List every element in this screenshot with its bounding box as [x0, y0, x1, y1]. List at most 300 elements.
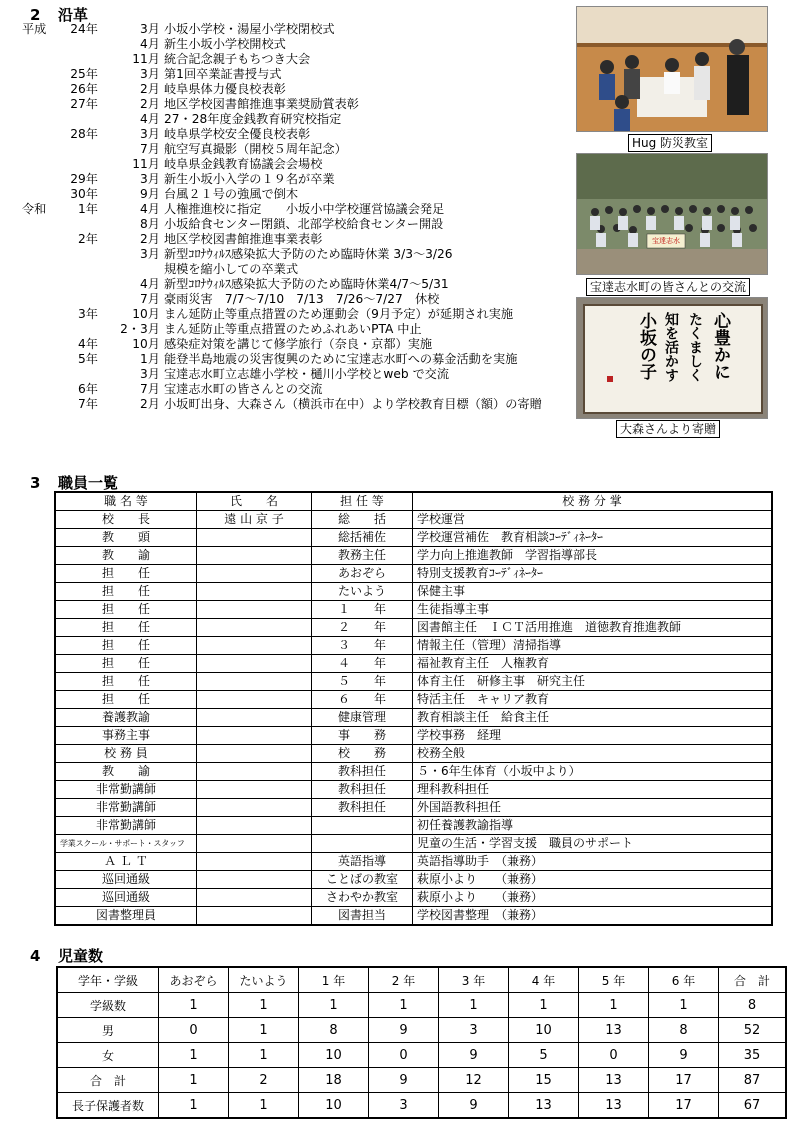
history-event: 航空写真撮影（開校５周年記念） [164, 142, 347, 156]
staff-position: 非常勤講師 [55, 799, 197, 817]
staff-duties: 学校事務 経理 [413, 727, 773, 745]
staff-assignment: ５ 年 [312, 673, 413, 691]
history-event: まん延防止等重点措置のため運動会（9月予定）が延期され実施 [164, 307, 514, 321]
staff-assignment: 校 務 [312, 745, 413, 763]
history-event: 能登半島地震の災害復興のために宝達志水町への募金活動を実施 [164, 352, 518, 366]
history-year: 5年 [78, 352, 98, 366]
photo-calligraphy-frame [576, 297, 768, 419]
history-month: 4月 [140, 112, 160, 126]
history-event: 小坂町出身、大森さん（横浜市在中）より学校教育目標（額）の寄贈 [164, 397, 542, 411]
students-cell: 3 [439, 1018, 509, 1043]
history-month: 7月 [140, 142, 160, 156]
table-row [57, 1068, 786, 1093]
students-col-header: 4 年 [509, 967, 579, 993]
history-month: 4月 [140, 277, 160, 291]
students-cell: 1 [159, 993, 229, 1018]
history-event: 宝達志水町立志雄小学校・樋川小学校とweb で交流 [164, 367, 450, 381]
students-row-label: 学級数 [57, 993, 159, 1018]
history-row [22, 187, 622, 202]
calligraphy-line-3: 知を活かす [663, 312, 679, 382]
students-cell: 10 [509, 1018, 579, 1043]
staff-col-name: 氏 名 [197, 492, 312, 511]
staff-position: 教 頭 [55, 529, 197, 547]
history-year: 4年 [78, 337, 98, 351]
history-year: 1年 [78, 202, 98, 216]
staff-duties: ５・6年生体育（小坂中より） [413, 763, 773, 781]
students-cell: 1 [369, 993, 439, 1018]
students-col-header: 2 年 [369, 967, 439, 993]
staff-duties: 学校運営補佐 教育相談ｺｰﾃﾞｨﾈｰﾀｰ [413, 529, 773, 547]
students-cell: 9 [369, 1068, 439, 1093]
students-row-label: 長子保護者数 [57, 1093, 159, 1119]
students-cell: 2 [229, 1068, 299, 1093]
staff-duties: 学校図書整理 （兼務） [413, 907, 773, 926]
table-row [57, 1093, 786, 1119]
history-year: 29年 [70, 172, 98, 186]
history-event: 感染症対策を講じて修学旅行（奈良・京都）実施 [164, 337, 433, 351]
staff-name [197, 745, 312, 763]
students-cell: 0 [579, 1043, 649, 1068]
staff-name [197, 817, 312, 835]
history-month: 2月 [140, 397, 160, 411]
students-cell: 12 [439, 1068, 509, 1093]
students-row-label: 合 計 [57, 1068, 159, 1093]
students-cell: 17 [649, 1093, 719, 1119]
history-row [22, 67, 622, 82]
photo-caption-donation: 大森さんより寄贈 [616, 420, 720, 438]
history-event: 地区学校図書館推進事業表彰 [164, 232, 323, 246]
staff-assignment: 教科担任 [312, 781, 413, 799]
staff-duties: 校務全般 [413, 745, 773, 763]
students-cell: 1 [229, 993, 299, 1018]
staff-position: 担 任 [55, 637, 197, 655]
history-event: 岐阜県金銭教育協議会会場校 [164, 157, 323, 171]
disaster-class-image [577, 7, 767, 131]
students-cell: 5 [509, 1043, 579, 1068]
staff-name: 遠 山 京 子 [197, 511, 312, 529]
staff-name [197, 727, 312, 745]
history-row [22, 52, 622, 67]
history-row [22, 127, 622, 142]
students-cell: 17 [649, 1068, 719, 1093]
table-row [55, 565, 772, 583]
table-row [55, 745, 772, 763]
staff-duties: 萩原小より （兼務） [413, 889, 773, 907]
table-row [55, 709, 772, 727]
staff-assignment: 事 務 [312, 727, 413, 745]
history-row [22, 397, 622, 412]
staff-duties: 特別支援教育ｺｰﾃﾞｨﾈｰﾀｰ [413, 565, 773, 583]
table-row [55, 547, 772, 565]
history-row [22, 352, 622, 367]
table-row [55, 583, 772, 601]
students-cell: 1 [159, 1043, 229, 1068]
history-row [22, 292, 622, 307]
table-row [55, 799, 772, 817]
staff-position: 非常勤講師 [55, 817, 197, 835]
students-cell: 10 [299, 1043, 369, 1068]
students-cell: 8 [719, 993, 787, 1018]
history-row [22, 142, 622, 157]
students-cell: 9 [439, 1043, 509, 1068]
staff-position: 担 任 [55, 601, 197, 619]
staff-position: 図書整理員 [55, 907, 197, 926]
table-row [57, 993, 786, 1018]
staff-position: Ａ Ｌ Ｔ [55, 853, 197, 871]
table-row [55, 763, 772, 781]
students-cell: 9 [369, 1018, 439, 1043]
staff-duties: 教育相談主任 給食主任 [413, 709, 773, 727]
history-month: 2・3月 [120, 322, 160, 336]
staff-duties: 保健主事 [413, 583, 773, 601]
history-row [22, 322, 622, 337]
history-row [22, 112, 622, 127]
students-col-header: 3 年 [439, 967, 509, 993]
table-row [57, 1018, 786, 1043]
staff-assignment: ６ 年 [312, 691, 413, 709]
history-year: 25年 [70, 67, 98, 81]
history-event: 新型ｺﾛﾅｳｨﾙｽ感染拡大予防のため臨時休業4/7～5/31 [164, 277, 449, 291]
staff-position: 巡回通級 [55, 889, 197, 907]
staff-assignment: 教務主任 [312, 547, 413, 565]
students-cell: 13 [509, 1093, 579, 1119]
students-cell: 8 [299, 1018, 369, 1043]
staff-name [197, 709, 312, 727]
history-event: まん延防止等重点措置のためふれあいPTA 中止 [164, 322, 422, 336]
students-row-label: 女 [57, 1043, 159, 1068]
table-row [55, 529, 772, 547]
history-month: 3月 [140, 367, 160, 381]
staff-table-body [55, 511, 772, 926]
students-cell: 15 [509, 1068, 579, 1093]
students-col-header: 合 計 [719, 967, 787, 993]
history-month: 2月 [140, 97, 160, 111]
photo-disaster-class [576, 6, 768, 132]
staff-position: 担 任 [55, 619, 197, 637]
history-year: 27年 [70, 97, 98, 111]
students-cell: 18 [299, 1068, 369, 1093]
students-cell: 67 [719, 1093, 787, 1119]
history-month: 3月 [140, 127, 160, 141]
history-row [22, 157, 622, 172]
students-table-body [57, 993, 786, 1119]
staff-assignment: さわやか教室 [312, 889, 413, 907]
staff-name [197, 799, 312, 817]
staff-assignment: あおぞら [312, 565, 413, 583]
table-row [55, 637, 772, 655]
students-cell: 1 [229, 1018, 299, 1043]
staff-name [197, 565, 312, 583]
staff-name [197, 529, 312, 547]
table-row [55, 673, 772, 691]
staff-assignment: 教科担任 [312, 799, 413, 817]
staff-assignment: １ 年 [312, 601, 413, 619]
students-cell: 1 [579, 993, 649, 1018]
students-cell: 0 [159, 1018, 229, 1043]
calligraphy-seal [607, 376, 613, 382]
history-month: 4月 [140, 37, 160, 51]
history-era: 平成 [22, 22, 47, 36]
history-event: 岐阜県体力優良校表彰 [164, 82, 286, 96]
history-year: 7年 [78, 397, 98, 411]
history-row [22, 247, 622, 262]
history-month: 7月 [140, 382, 160, 396]
staff-name [197, 673, 312, 691]
photo-group-exchange [576, 153, 768, 275]
history-event: 新生小坂小学校開校式 [164, 37, 286, 51]
staff-col-assignment: 担 任 等 [312, 492, 413, 511]
students-cell: 1 [509, 993, 579, 1018]
staff-position: 担 任 [55, 583, 197, 601]
staff-position: 非常勤講師 [55, 781, 197, 799]
table-row [55, 619, 772, 637]
history-year: 3年 [78, 307, 98, 321]
staff-name [197, 547, 312, 565]
staff-name [197, 655, 312, 673]
history-row [22, 202, 622, 217]
history-event: 規模を縮小しての卒業式 [164, 262, 299, 276]
students-col-header: たいよう [229, 967, 299, 993]
history-row [22, 277, 622, 292]
staff-duties: 福祉教育主任 人権教育 [413, 655, 773, 673]
table-row [55, 511, 772, 529]
history-row [22, 367, 622, 382]
staff-assignment: たいよう [312, 583, 413, 601]
history-event: 小坂給食センター閉鎖、北部学校給食センター開設 [164, 217, 444, 231]
staff-assignment: 英語指導 [312, 853, 413, 871]
history-row [22, 97, 622, 112]
staff-duties: 児童の生活・学習支援 職員のサポート [413, 835, 773, 853]
staff-position: 教 諭 [55, 547, 197, 565]
staff-duties: 図書館主任 ＩＣＴ活用推進 道徳教育推進教師 [413, 619, 773, 637]
students-heading [30, 945, 103, 966]
staff-duties: 理科教科担任 [413, 781, 773, 799]
staff-assignment: ことばの教室 [312, 871, 413, 889]
table-row [55, 655, 772, 673]
staff-name [197, 781, 312, 799]
photo-caption-disaster-class: Hug 防災教室 [628, 134, 712, 152]
history-event: 第1回卒業証書授与式 [164, 67, 282, 81]
history-row [22, 37, 622, 52]
table-row [55, 781, 772, 799]
history-row [22, 82, 622, 97]
staff-assignment: 図書担当 [312, 907, 413, 926]
students-cell: 1 [649, 993, 719, 1018]
history-heading-text: 沿革 [58, 6, 89, 24]
staff-heading [30, 472, 118, 493]
history-event: 小坂小学校・湯屋小学校閉校式 [164, 22, 335, 36]
staff-assignment: ４ 年 [312, 655, 413, 673]
students-col-header: 6 年 [649, 967, 719, 993]
staff-duties: 英語指導助手 （兼務） [413, 853, 773, 871]
staff-assignment: 健康管理 [312, 709, 413, 727]
staff-assignment: ３ 年 [312, 637, 413, 655]
history-month: 3月 [140, 67, 160, 81]
students-row-label: 男 [57, 1018, 159, 1043]
staff-name [197, 601, 312, 619]
staff-position: 養護教諭 [55, 709, 197, 727]
staff-name [197, 853, 312, 871]
staff-position: 巡回通級 [55, 871, 197, 889]
table-row [55, 727, 772, 745]
students-cell: 8 [649, 1018, 719, 1043]
students-cell: 13 [579, 1068, 649, 1093]
staff-table [54, 491, 773, 926]
photo-caption-exchange: 宝達志水町の皆さんとの交流 [586, 278, 750, 296]
table-row [57, 1043, 786, 1068]
staff-position: 担 任 [55, 691, 197, 709]
history-event: 新型ｺﾛﾅｳｨﾙｽ感染拡大予防のため臨時休業 3/3～3/26 [164, 247, 453, 261]
history-month: 11月 [132, 157, 160, 171]
history-heading-number: 2 [30, 6, 41, 24]
history-list [22, 22, 622, 412]
students-cell: 10 [299, 1093, 369, 1119]
history-year: 6年 [78, 382, 98, 396]
students-col-header: あおぞら [159, 967, 229, 993]
students-heading-text: 児童数 [58, 947, 104, 965]
calligraphy-line-2: たくましく [687, 312, 703, 382]
history-event: 新生小坂小入学の１９名が卒業 [164, 172, 335, 186]
staff-position: 担 任 [55, 655, 197, 673]
history-event: 地区学校図書館推進事業奨励賞表彰 [164, 97, 359, 111]
history-row [22, 262, 622, 277]
staff-col-position: 職 名 等 [55, 492, 197, 511]
students-table [56, 966, 787, 1119]
students-cell: 13 [579, 1093, 649, 1119]
history-month: 2月 [140, 82, 160, 96]
table-row [55, 889, 772, 907]
students-cell: 1 [229, 1043, 299, 1068]
staff-name [197, 637, 312, 655]
students-cell: 35 [719, 1043, 787, 1068]
students-header-row [57, 967, 786, 993]
history-month: 8月 [140, 217, 160, 231]
table-row [55, 817, 772, 835]
staff-duties: 情報主任（管理）清掃指導 [413, 637, 773, 655]
history-row [22, 22, 622, 37]
history-event: 27・28年度金銭教育研究校指定 [164, 112, 342, 126]
staff-position: 担 任 [55, 565, 197, 583]
history-row [22, 172, 622, 187]
group-exchange-image [577, 154, 767, 274]
staff-position: 事務主事 [55, 727, 197, 745]
staff-name [197, 691, 312, 709]
students-cell: 1 [439, 993, 509, 1018]
staff-assignment [312, 817, 413, 835]
staff-heading-number: 3 [30, 474, 41, 492]
students-cell: 9 [649, 1043, 719, 1068]
staff-duties: 外国語教科担任 [413, 799, 773, 817]
staff-position: 担 任 [55, 673, 197, 691]
staff-name [197, 835, 312, 853]
history-row [22, 232, 622, 247]
staff-heading-text: 職員一覧 [58, 474, 119, 492]
history-event: 岐阜県学校安全優良校表彰 [164, 127, 311, 141]
history-row [22, 307, 622, 322]
staff-assignment: 総 括 [312, 511, 413, 529]
staff-duties: 初任養護教諭指導 [413, 817, 773, 835]
history-event: 台風２１号の強風で倒木 [164, 187, 299, 201]
history-month: 1月 [140, 352, 160, 366]
staff-position: 教 諭 [55, 763, 197, 781]
table-row [55, 601, 772, 619]
history-year: 24年 [70, 22, 98, 36]
table-row [55, 853, 772, 871]
students-col-header: 5 年 [579, 967, 649, 993]
history-month: 10月 [132, 307, 160, 321]
students-cell: 3 [369, 1093, 439, 1119]
staff-col-duties: 校 務 分 掌 [413, 492, 773, 511]
history-era: 令和 [22, 202, 47, 216]
history-event: 人権推進校に指定 小坂小中学校運営協議会発足 [164, 202, 445, 216]
staff-header-row [55, 492, 772, 511]
staff-name [197, 889, 312, 907]
calligraphy-mat [583, 304, 763, 414]
students-cell: 0 [369, 1043, 439, 1068]
history-year: 26年 [70, 82, 98, 96]
students-cell: 87 [719, 1068, 787, 1093]
history-month: 7月 [140, 292, 160, 306]
staff-assignment: 総括補佐 [312, 529, 413, 547]
history-event: 統合記念親子もちつき大会 [164, 52, 311, 66]
calligraphy-line-1: 心豊かに [710, 312, 730, 380]
history-event: 豪雨災害 7/7～7/10 7/13 7/26～7/27 休校 [164, 292, 440, 306]
history-year: 2年 [78, 232, 98, 246]
staff-position: 校 務 員 [55, 745, 197, 763]
staff-duties: 学校運営 [413, 511, 773, 529]
history-month: 3月 [140, 247, 160, 261]
history-year: 28年 [70, 127, 98, 141]
history-month: 3月 [140, 172, 160, 186]
staff-assignment: 教科担任 [312, 763, 413, 781]
students-cell: 1 [299, 993, 369, 1018]
history-row [22, 337, 622, 352]
students-cell: 1 [229, 1093, 299, 1119]
staff-duties: 萩原小より （兼務） [413, 871, 773, 889]
staff-duties: 体育主任 研修主事 研究主任 [413, 673, 773, 691]
staff-duties: 特活主任 キャリア教育 [413, 691, 773, 709]
staff-name [197, 583, 312, 601]
staff-position: 学業スクール・サポート・スタッフ [55, 835, 197, 853]
calligraphy-line-4: 小坂の子 [636, 312, 656, 380]
students-cell: 1 [159, 1068, 229, 1093]
table-row [55, 835, 772, 853]
staff-duties: 生徒指導主事 [413, 601, 773, 619]
staff-name [197, 907, 312, 926]
history-month: 4月 [140, 202, 160, 216]
history-year: 30年 [70, 187, 98, 201]
history-event: 宝達志水町の皆さんとの交流 [164, 382, 323, 396]
students-cell: 52 [719, 1018, 787, 1043]
table-row [55, 871, 772, 889]
history-month: 3月 [140, 22, 160, 36]
table-row [55, 691, 772, 709]
staff-name [197, 763, 312, 781]
history-month: 10月 [132, 337, 160, 351]
students-col-header: 学年・学級 [57, 967, 159, 993]
students-cell: 13 [579, 1018, 649, 1043]
staff-assignment: ２ 年 [312, 619, 413, 637]
staff-name [197, 619, 312, 637]
students-col-header: 1 年 [299, 967, 369, 993]
calligraphy-text [635, 312, 731, 382]
staff-duties: 学力向上推進教師 学習指導部長 [413, 547, 773, 565]
history-month: 11月 [132, 52, 160, 66]
staff-assignment [312, 835, 413, 853]
group-photo-banner: 宝達志水 [652, 237, 680, 245]
students-cell: 9 [439, 1093, 509, 1119]
table-row [55, 907, 772, 926]
